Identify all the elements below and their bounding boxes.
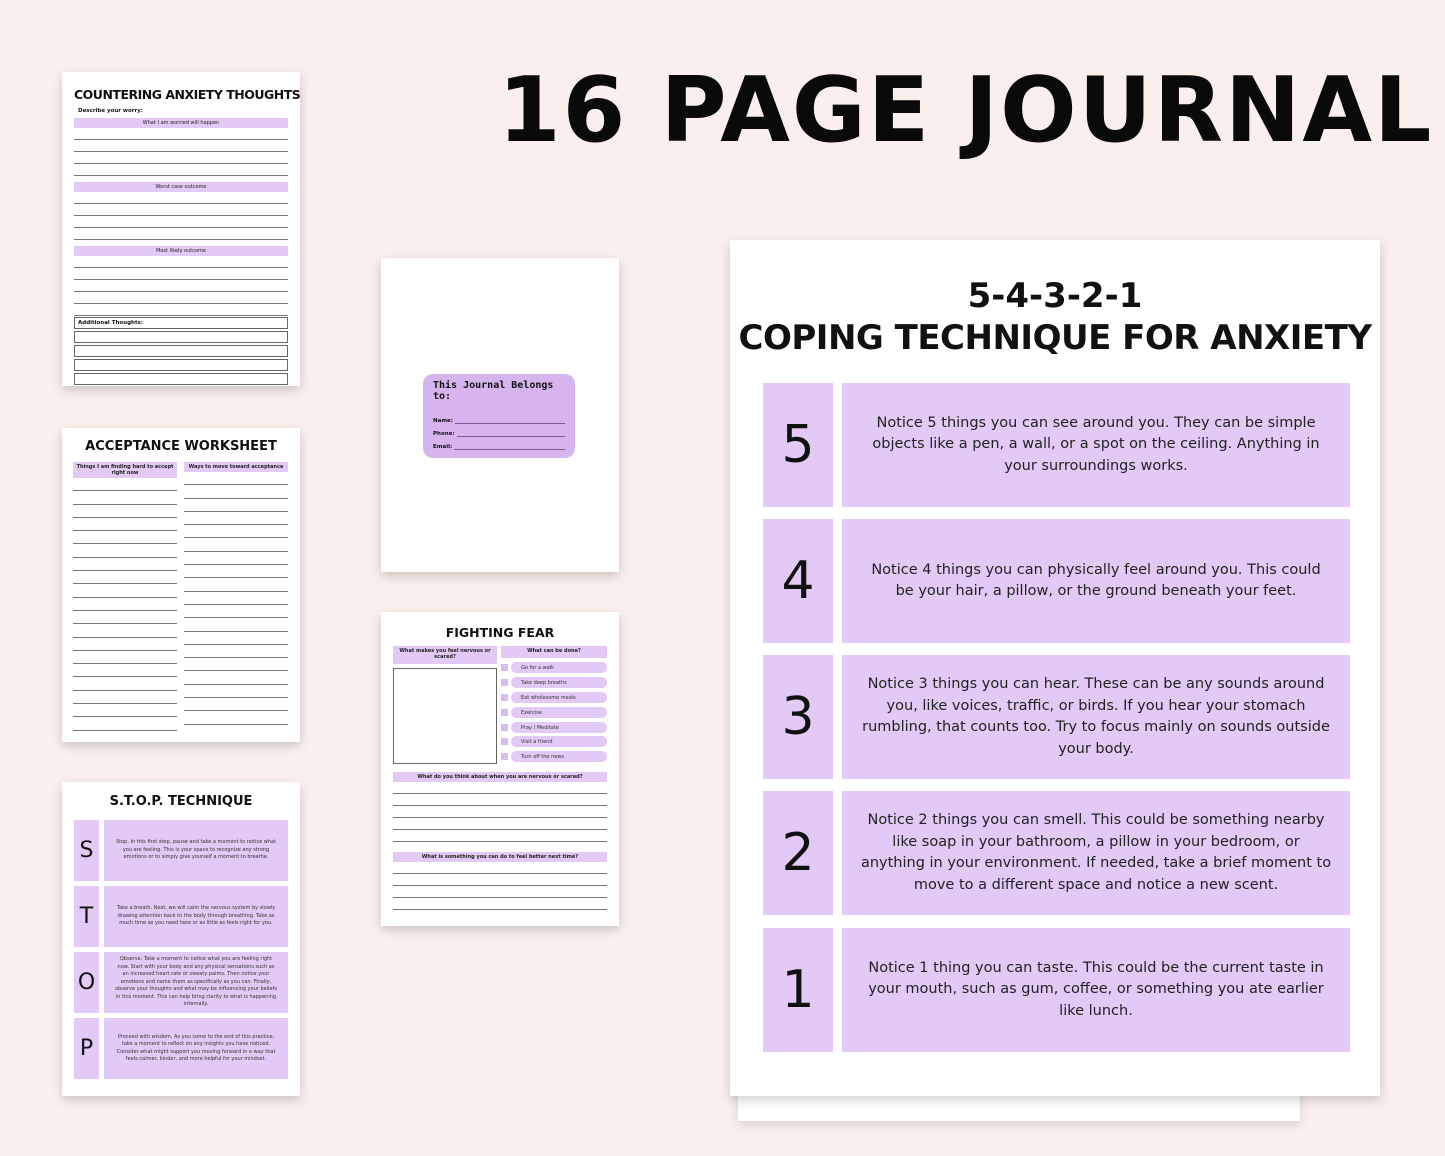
- write-box: [393, 668, 497, 764]
- action-item: Pray / Meditate: [501, 722, 607, 733]
- column-header: Things I am finding hard to accept right now: [73, 462, 177, 478]
- question-section: [393, 772, 607, 842]
- stop-text: Stop. In this first step, pause and take a moment to notice what you are feeling. This is your space to recognize any strong emotions or to simply give yourself a moment to breathe.: [104, 820, 288, 881]
- action-item: Turn off the news: [501, 751, 607, 762]
- action-item: Eat wholesome meals: [501, 692, 607, 703]
- section-worst-case: [74, 182, 288, 252]
- page-fighting-fear: [381, 612, 619, 926]
- action-item: Visit a friend: [501, 736, 607, 747]
- column-header: What can be done?: [501, 646, 607, 658]
- section-most-likely: [74, 246, 288, 316]
- page-title: S.T.O.P. TECHNIQUE: [109, 794, 253, 809]
- page-journal-belongs: [381, 258, 619, 572]
- coping-number: 3: [763, 655, 833, 779]
- column-header: Ways to move toward acceptance: [184, 462, 288, 472]
- coping-title-line1: 5-4-3-2-1: [967, 276, 1143, 316]
- coping-row: [763, 791, 1350, 915]
- coping-title-line2: COPING TECHNIQUE FOR ANXIETY: [738, 318, 1372, 358]
- page-countering-anxiety: [62, 72, 300, 386]
- coping-number: 5: [763, 383, 833, 507]
- coping-text: Notice 3 things you can hear. These can be any sounds around you, like voices, traffic, or birds. If you hear your stomach rumbling, that counts too. Try to focus mainly on sounds outside your body.: [842, 655, 1350, 779]
- column-header: What makes you feel nervous or scared?: [393, 646, 497, 664]
- action-item: Go for a walk: [501, 662, 607, 673]
- coping-text: Notice 5 things you can see around you. They can be simple objects like a pen, a wall, or a spot on the ceiling. Anything in your surroundings works.: [842, 383, 1350, 507]
- column-move-toward: [184, 462, 288, 725]
- stop-row: [74, 886, 288, 947]
- section-label: Most likely outcome: [74, 246, 288, 256]
- action-item: Take deep breaths: [501, 677, 607, 688]
- additional-label: Additional Thoughts:: [74, 317, 288, 329]
- stop-text: Proceed with wisdom. As you come to the end of this practice, take a moment to reflect on any insights you have noticed. Consider what might support you moving forward in a way that feels calmer, kinder, and more helpful for your mindset.: [104, 1018, 288, 1079]
- coping-row: [763, 519, 1350, 643]
- page-title: FIGHTING FEAR: [445, 625, 555, 640]
- stop-letter: P: [74, 1018, 99, 1079]
- coping-number: 4: [763, 519, 833, 643]
- additional-thoughts: [74, 317, 288, 386]
- question-label: What is something you can do to feel better next time?: [393, 852, 607, 862]
- section-label: What I am worried will happen: [74, 118, 288, 128]
- question-label: What do you think about when you are nervous or scared?: [393, 772, 607, 782]
- question-section: [393, 852, 607, 910]
- phone-field: Phone:: [433, 431, 565, 437]
- stop-letter: S: [74, 820, 99, 881]
- coping-number: 1: [763, 928, 833, 1052]
- page-stop-technique: [62, 782, 300, 1096]
- section-worried: [74, 118, 288, 188]
- coping-row: [763, 655, 1350, 779]
- email-field: Email:: [433, 444, 565, 450]
- name-field: Name:: [433, 418, 565, 424]
- coping-text: Notice 1 thing you can taste. This could be the current taste in your mouth, such as gum, coffee, or something you ate earlier like lunch.: [842, 928, 1350, 1052]
- stop-row: [74, 820, 288, 881]
- page-title: ACCEPTANCE WORKSHEET: [85, 439, 277, 454]
- section-label: Worst case outcome: [74, 182, 288, 192]
- stop-letter: T: [74, 886, 99, 947]
- describe-label: Describe your worry:: [78, 108, 143, 114]
- coping-row: [763, 383, 1350, 507]
- name-tag: [423, 374, 575, 458]
- main-heading: 16 PAGE JOURNAL: [498, 58, 1434, 163]
- tag-title: This Journal Belongs to:: [433, 380, 554, 402]
- page-title: COUNTERING ANXIETY THOUGHTS: [74, 87, 300, 102]
- stop-letter: O: [74, 952, 99, 1013]
- stop-text: Observe. Take a moment to notice what you are feeling right now. Start with your body and any physical sensations such as an increased heart rate or sweaty palms. Then notice your emotions and name them as specifically as you can. Finally, observe your thoughts and what may be influencing your beliefs in this moment. This can help bring clarity to what is happening internally.: [104, 952, 288, 1013]
- page-acceptance-worksheet: [62, 428, 300, 742]
- stop-text: Take a breath. Next, we will calm the nervous system by slowly drawing attention back to the body through breathing. Take as much time as you need here or as little as feels right for you.: [104, 886, 288, 947]
- stop-row: [74, 952, 288, 1013]
- coping-row: [763, 928, 1350, 1052]
- coping-text: Notice 4 things you can physically feel around you. This could be your hair, a pillow, or the ground beneath your feet.: [842, 519, 1350, 643]
- stop-row: [74, 1018, 288, 1079]
- action-item: Exercise: [501, 707, 607, 718]
- coping-number: 2: [763, 791, 833, 915]
- page-coping-technique: [730, 240, 1380, 1096]
- coping-text: Notice 2 things you can smell. This could be something nearby like soap in your bathroom, a pillow in your bedroom, or anything in your environment. If needed, take a brief moment to move to a different space and notice a new scent.: [842, 791, 1350, 915]
- column-hard-to-accept: [73, 462, 177, 731]
